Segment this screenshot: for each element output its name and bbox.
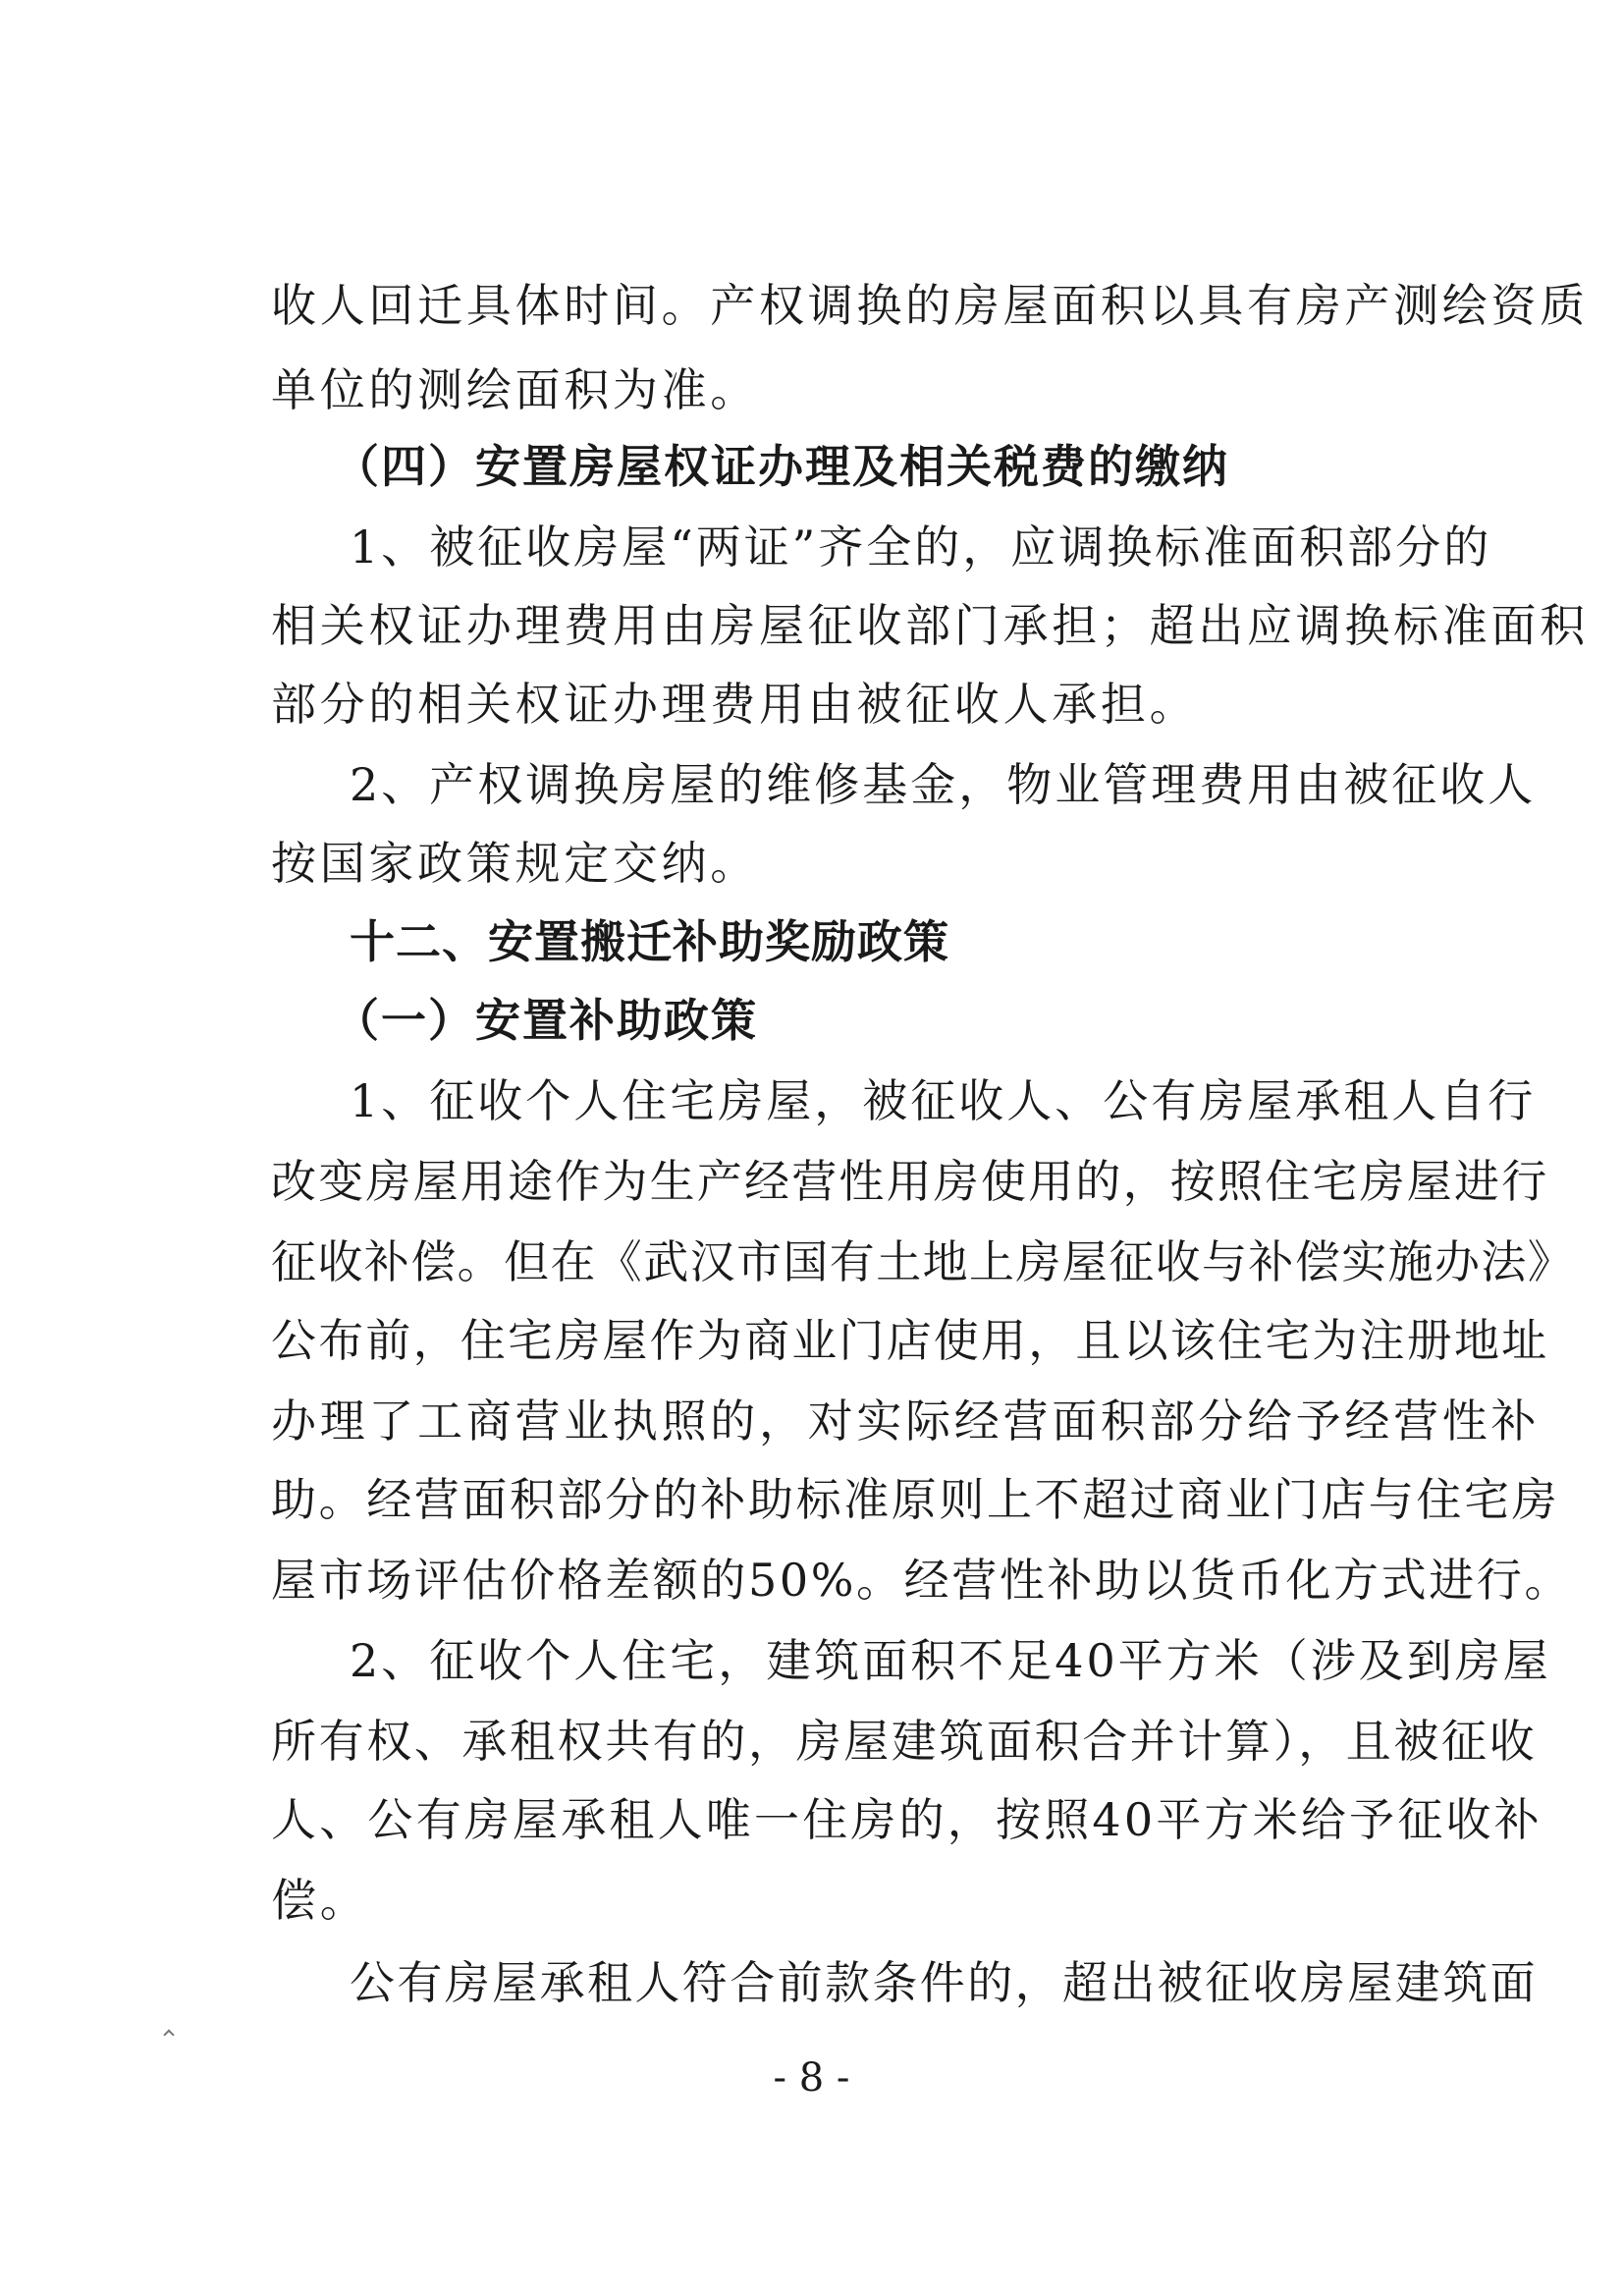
line-text: 所有权、承租权共有的，房屋建筑面积合并计算），且被征收 xyxy=(271,1715,1538,1768)
paragraph-line xyxy=(0,1302,1623,1379)
paragraph-line xyxy=(0,1703,1623,1779)
line-text: 收人回迁具体时间。产权调换的房屋面积以具有房产测绘资质 xyxy=(271,279,1589,332)
paragraph-line xyxy=(0,1862,1623,1939)
line-text: 改变房屋用途作为生产经营性用房使用的，按照住宅房屋进行 xyxy=(271,1155,1549,1208)
line-text: 部分的相关权证办理费用由被征收人承担。 xyxy=(271,678,1199,731)
page-number: - 8 - xyxy=(773,2055,850,2101)
scan-mark xyxy=(163,2029,174,2040)
line-text: 偿。 xyxy=(271,1874,369,1927)
paragraph-line xyxy=(0,267,1623,344)
paragraph-line xyxy=(0,1224,1623,1300)
line-text: 公有房屋承租人符合前款条件的，超出被征收房屋建筑面 xyxy=(350,1956,1538,2009)
paragraph-line xyxy=(0,1143,1623,1220)
paragraph-line xyxy=(0,1542,1623,1618)
paragraph-line xyxy=(0,352,1623,428)
paragraph-line xyxy=(0,1944,1623,2021)
paragraph-line xyxy=(0,587,1623,664)
line-text: 2、征收个人住宅，建筑面积不足40平方米（涉及到房屋 xyxy=(350,1634,1551,1687)
line-text: 相关权证办理费用由房屋征收部门承担；超出应调换标准面积 xyxy=(271,599,1589,652)
section-subheading xyxy=(0,428,1623,505)
line-text: 2、产权调换房屋的维修基金，物业管理费用由被征收人 xyxy=(350,758,1537,811)
paragraph-line xyxy=(0,509,1623,585)
paragraph-line xyxy=(0,1461,1623,1538)
line-text: 按国家政策规定交纳。 xyxy=(271,837,759,890)
heading-text: 十二、安置搬迁补助奖励政策 xyxy=(350,915,949,968)
paragraph-line xyxy=(0,1383,1623,1459)
line-text: 征收补偿。但在《武汉市国有土地上房屋征收与补偿实施办法》 xyxy=(271,1235,1575,1288)
section-subheading xyxy=(0,982,1623,1059)
line-text: 1、被征收房屋“两证”齐全的，应调换标准面积部分的 xyxy=(350,520,1492,574)
line-text: 屋市场评估价格差额的50%。经营性补助以货币化方式进行。 xyxy=(271,1554,1573,1607)
subheading-text: （一）安置补助政策 xyxy=(334,994,758,1047)
line-text: 办理了工商营业执照的，对实际经营面积部分给予经营性补 xyxy=(271,1394,1541,1448)
line-text: 1、征收个人住宅房屋，被征收人、公有房屋承租人自行 xyxy=(350,1074,1537,1127)
subheading-text: （四）安置房屋权证办理及相关税费的缴纳 xyxy=(334,440,1229,493)
line-text: 单位的测绘面积为准。 xyxy=(271,363,759,416)
paragraph-line xyxy=(0,666,1623,742)
line-text: 公布前，住宅房屋作为商业门店使用，且以该住宅为注册地址 xyxy=(271,1314,1549,1367)
paragraph-line xyxy=(0,1622,1623,1699)
paragraph-line xyxy=(0,746,1623,823)
line-text: 人、公有房屋承租人唯一住房的，按照40平方米给予征收补 xyxy=(271,1793,1542,1846)
paragraph-line xyxy=(0,1063,1623,1139)
paragraph-line xyxy=(0,825,1623,902)
chapter-heading xyxy=(0,903,1623,980)
paragraph-line xyxy=(0,1781,1623,1858)
line-text: 助。经营面积部分的补助标准原则上不超过商业门店与住宅房 xyxy=(271,1473,1560,1526)
